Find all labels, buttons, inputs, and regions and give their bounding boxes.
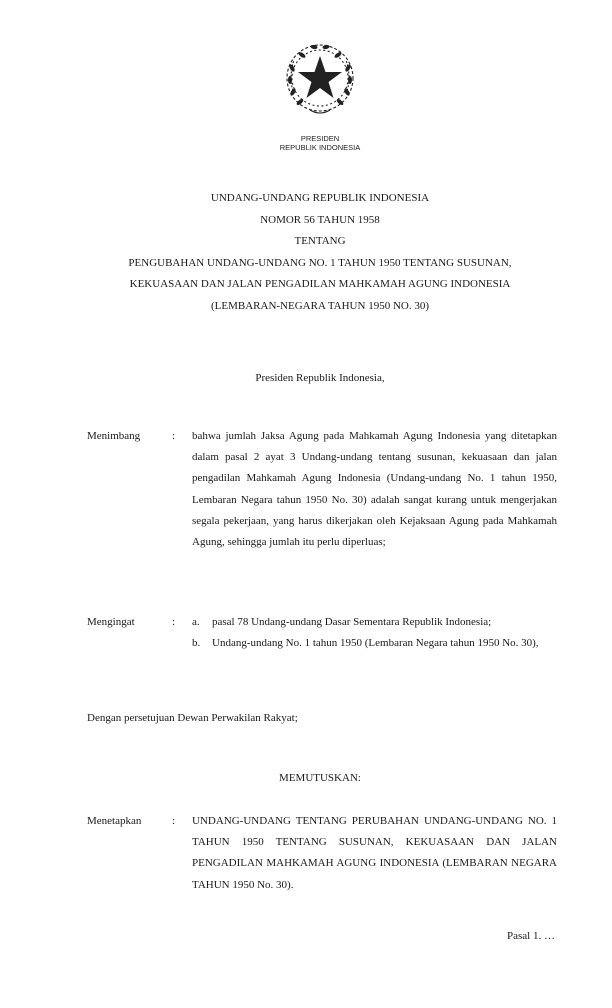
title-line: UNDANG-UNDANG REPUBLIK INDONESIA — [210, 192, 430, 204]
section-body: UNDANG-UNDANG TENTANG PERUBAHAN UNDANG-UNDANG NO. 1 TAHUN 1950 TENTANG SUSUNAN, KEKUASAAN DAN JALAN PENGADILAN MAHKAMAH AGUNG INDONESIA (LEMBARAN NEGARA TAHUN 1950 No. 30). — [192, 815, 557, 891]
title-line: PENGUBAHAN UNDANG-UNDANG NO. 1 TAHUN 1950 TENTANG SUSUNAN, — [128, 256, 512, 269]
title-line: (LEMBARAN-NEGARA TAHUN 1950 NO. 30) — [211, 299, 429, 312]
emblem-caption-republik: REPUBLIK INDONESIA — [279, 143, 361, 152]
section-mengingat — [87, 612, 557, 654]
section-label: Mengingat — [87, 616, 135, 628]
persetujuan-line: Dengan persetujuan Dewan Perwakilan Rakyat; — [87, 712, 298, 724]
document-title — [0, 188, 612, 317]
list-item — [192, 633, 557, 654]
section-body: bahwa jumlah Jaksa Agung pada Mahkamah Agung Indonesia yang ditetapkan dalam pasal 2 ayat 3 Undang-undang tentang susunan, kekuasaan dan jalan pengadilan Mahkamah Agung Indonesia (Undang-undang No. 1 tahun 1950, Lembaran Negara tahun 1950 No. 30) adalah sangat kurang untuk mengerjakan segala pekerjaan, yang harus dikerjakan oleh Kejaksaan Agung pada Mahkamah Agung, sehingga jumlah itu perlu diperluas; — [192, 430, 557, 549]
section-label: Menimbang — [87, 430, 141, 442]
list-item — [192, 612, 557, 633]
section-colon: : — [172, 616, 176, 628]
section-colon: : — [172, 430, 176, 442]
list-marker: a. — [192, 616, 200, 628]
title-line: NOMOR 56 TAHUN 1958 — [260, 213, 380, 226]
emblem-caption-presiden: PRESIDEN — [300, 134, 340, 143]
title-line: TENTANG — [294, 235, 346, 247]
section-body — [192, 612, 557, 654]
memutuskan-heading: MEMUTUSKAN: — [279, 772, 361, 784]
section-menetapkan — [87, 811, 557, 896]
list-text: pasal 78 Undang-undang Dasar Sementara Republik Indonesia; — [212, 616, 492, 628]
title-line: KEKUASAAN DAN JALAN PENGADILAN MAHKAMAH AGUNG INDONESIA — [129, 278, 511, 290]
section-menimbang — [87, 426, 557, 553]
preamble: Presiden Republik Indonesia, — [255, 372, 385, 384]
next-page-reference: Pasal 1. … — [507, 930, 555, 942]
section-label: Menetapkan — [87, 815, 142, 827]
section-colon: : — [172, 815, 176, 827]
list-text: Undang-undang No. 1 tahun 1950 (Lembaran Negara tahun 1950 No. 30), — [212, 637, 539, 650]
list-marker: b. — [192, 637, 201, 650]
presidential-emblem-icon — [280, 38, 360, 118]
